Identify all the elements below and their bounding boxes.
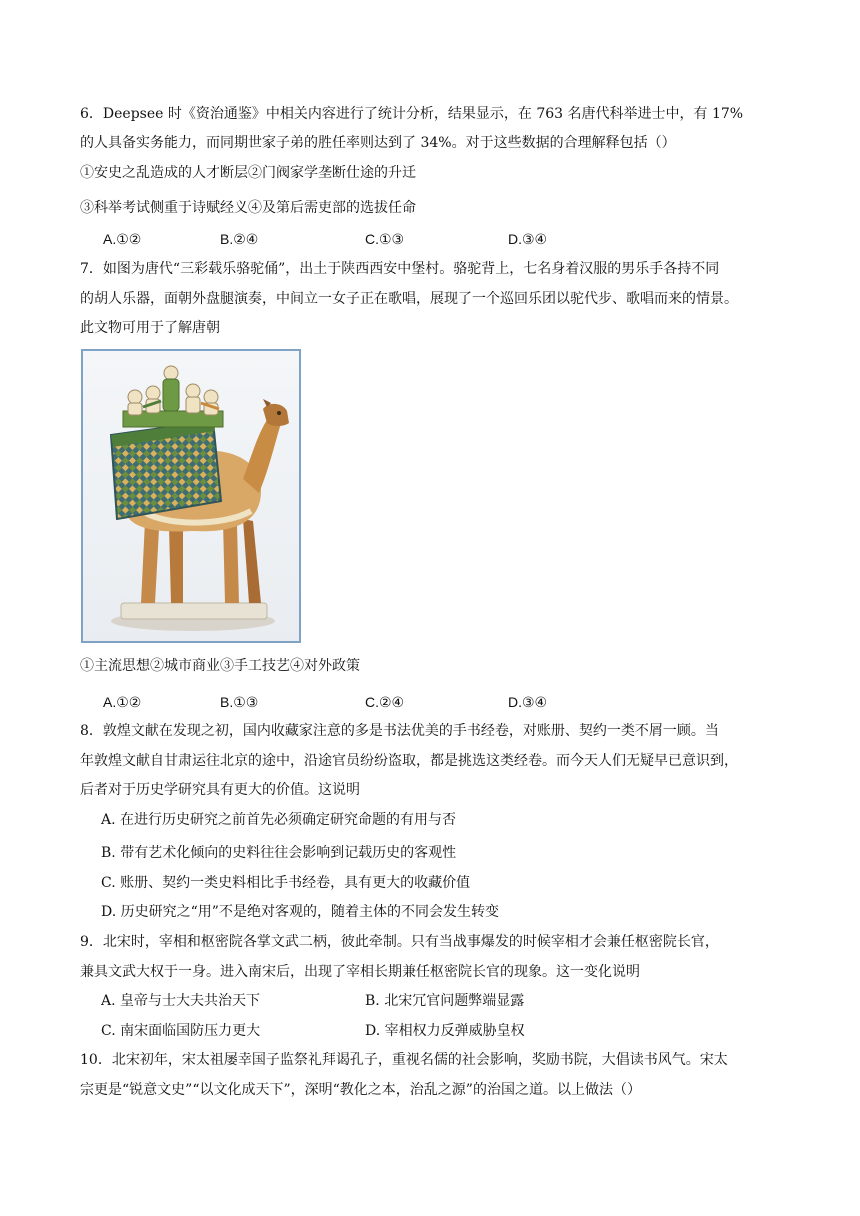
q6-option-c[interactable]: C.①③ [365,231,405,247]
q10-stem-line1: 10．北宋初年，宋太祖屡幸国子监祭礼拜谒孔子，重视名儒的社会影响，奖励书院，大倡读书风气。宋太 [80,1052,728,1068]
q9-option-a[interactable]: A. 皇帝与士大夫共治天下 [101,993,261,1009]
q6-stem-line1: 6．Deepsee 时《资治通鉴》中相关内容进行了统计分析，结果显示，在 763 名唐代科举进士中，有 17% [80,106,744,122]
tang-sancai-camel-figure [81,349,301,643]
q8-stem-line2: 年敦煌文献自甘肃运往北京的途中，沿途官员纷纷盗取，都是挑选这类经卷。而今天人们无疑早已意识到， [80,753,738,769]
q6-statements-1: ①安史之乱造成的人才断层②门阀家学垄断仕途的升迁 [80,165,416,181]
q6-option-b[interactable]: B.②④ [220,231,259,247]
q9-option-b[interactable]: B. 北宋冗官问题弊端显露 [365,993,525,1009]
q6-option-d[interactable]: D.③④ [508,231,548,247]
q9-option-c[interactable]: C. 南宋面临国防压力更大 [101,1023,261,1039]
q8-option-a[interactable]: A. 在进行历史研究之前首先必须确定研究命题的有用与否 [101,812,457,828]
q7-stem-line1: 7．如图为唐代“三彩载乐骆驼俑”，出土于陕西西安中堡村。骆驼背上，七名身着汉服的男乐手各持不同 [80,261,720,277]
q8-stem-line3: 后者对于历史学研究具有更大的价值。这说明 [80,782,360,798]
q7-stem-line2: 的胡人乐器，面朝外盘腿演奏，中间立一女子正在歌唱，展现了一个巡回乐团以驼代步、歌唱而来的情景。 [80,291,738,307]
q7-option-c[interactable]: C.②④ [365,694,405,710]
q6-option-a[interactable]: A.①② [103,231,142,247]
q10-stem-line2: 宗更是“锐意文史”“以文化成天下”，深明“教化之本，治乱之源”的治国之道。以上做法（） [80,1082,641,1098]
q7-option-b[interactable]: B.①③ [220,694,259,710]
q7-option-a[interactable]: A.①② [103,694,142,710]
q8-option-d[interactable]: D. 历史研究之“用”不是绝对客观的，随着主体的不同会发生转变 [101,904,499,920]
q7-statements: ①主流思想②城市商业③手工技艺④对外政策 [80,658,360,674]
q7-stem-line3: 此文物可用于了解唐朝 [80,320,220,336]
tang-sancai-camel-icon [83,351,299,641]
q9-option-d[interactable]: D. 宰相权力反弹威胁皇权 [365,1023,525,1039]
q8-option-b[interactable]: B. 带有艺术化倾向的史料往往会影响到记载历史的客观性 [101,845,457,861]
q8-option-c[interactable]: C. 账册、契约一类史料相比手书经卷，具有更大的收藏价值 [101,875,471,891]
q6-statements-2: ③科举考试侧重于诗赋经义④及第后需吏部的选拔任命 [80,200,416,216]
q7-option-d[interactable]: D.③④ [508,694,548,710]
q8-stem-line1: 8．敦煌文献在发现之初，国内收藏家注意的多是书法优美的手书经卷，对账册、契约一类不屑一顾。当 [80,723,719,739]
q9-stem-line1: 9．北宋时，宰相和枢密院各掌文武二柄，彼此牵制。只有当战事爆发的时候宰相才会兼任枢密院长官， [80,934,719,950]
q9-stem-line2: 兼具文武大权于一身。进入南宋后，出现了宰相长期兼任枢密院长官的现象。这一变化说明 [80,964,640,980]
q6-stem-line2: 的人具备实务能力，而同期世家子弟的胜任率则达到了 34%。对于这些数据的合理解释包括（） [80,135,676,151]
